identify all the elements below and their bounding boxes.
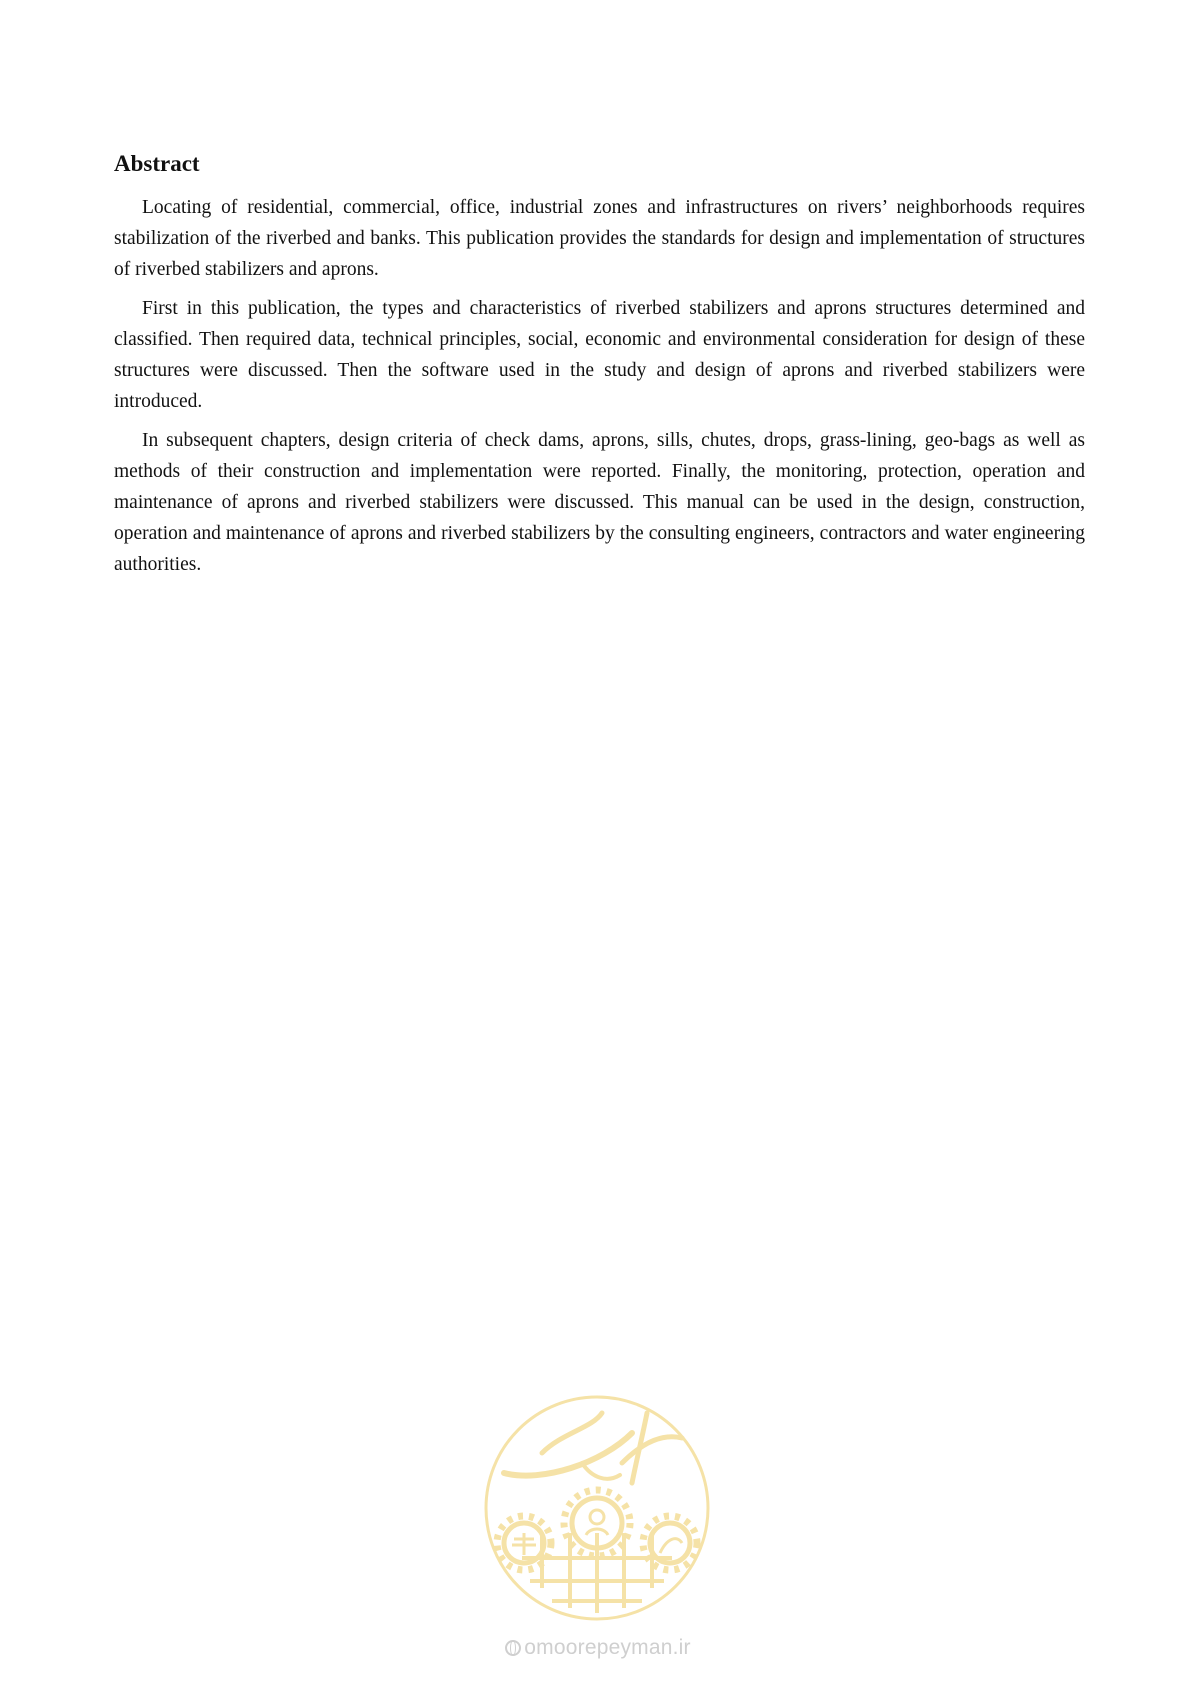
globe-icon bbox=[505, 1640, 521, 1656]
abstract-section bbox=[114, 150, 1085, 588]
watermark-logo bbox=[482, 1393, 712, 1623]
abstract-paragraph-1: Locating of residential, commercial, office, industrial zones and infrastructures on rivers’ neighborhoods requires stabilization of the riverbed and banks. This publication provides the standards for design and implementation of structures of riverbed stabilizers and aprons. bbox=[114, 196, 1085, 280]
abstract-paragraph-2: First in this publication, the types and characteristics of riverbed stabilizers and aprons structures determined and classified. Then required data, technical principles, social, economic and environmental consideration for design of these structures were discussed. Then the software used in the study and design of aprons and riverbed stabilizers were introduced. bbox=[114, 297, 1085, 412]
watermark-url bbox=[488, 1636, 708, 1660]
abstract-heading: Abstract bbox=[114, 151, 200, 176]
abstract-paragraph-3: In subsequent chapters, design criteria of check dams, aprons, sills, chutes, drops, grass-lining, geo-bags as well as methods of their construction and implementation were reported. Finally, the monitoring, protection, operation and maintenance of aprons and riverbed stabilizers were discussed. This manual can be used in the design, construction, operation and maintenance of aprons and riverbed stabilizers by the consulting engineers, contractors and water engineering authorities. bbox=[114, 429, 1085, 575]
watermark-url-text: omoorepeyman.ir bbox=[524, 1636, 691, 1659]
